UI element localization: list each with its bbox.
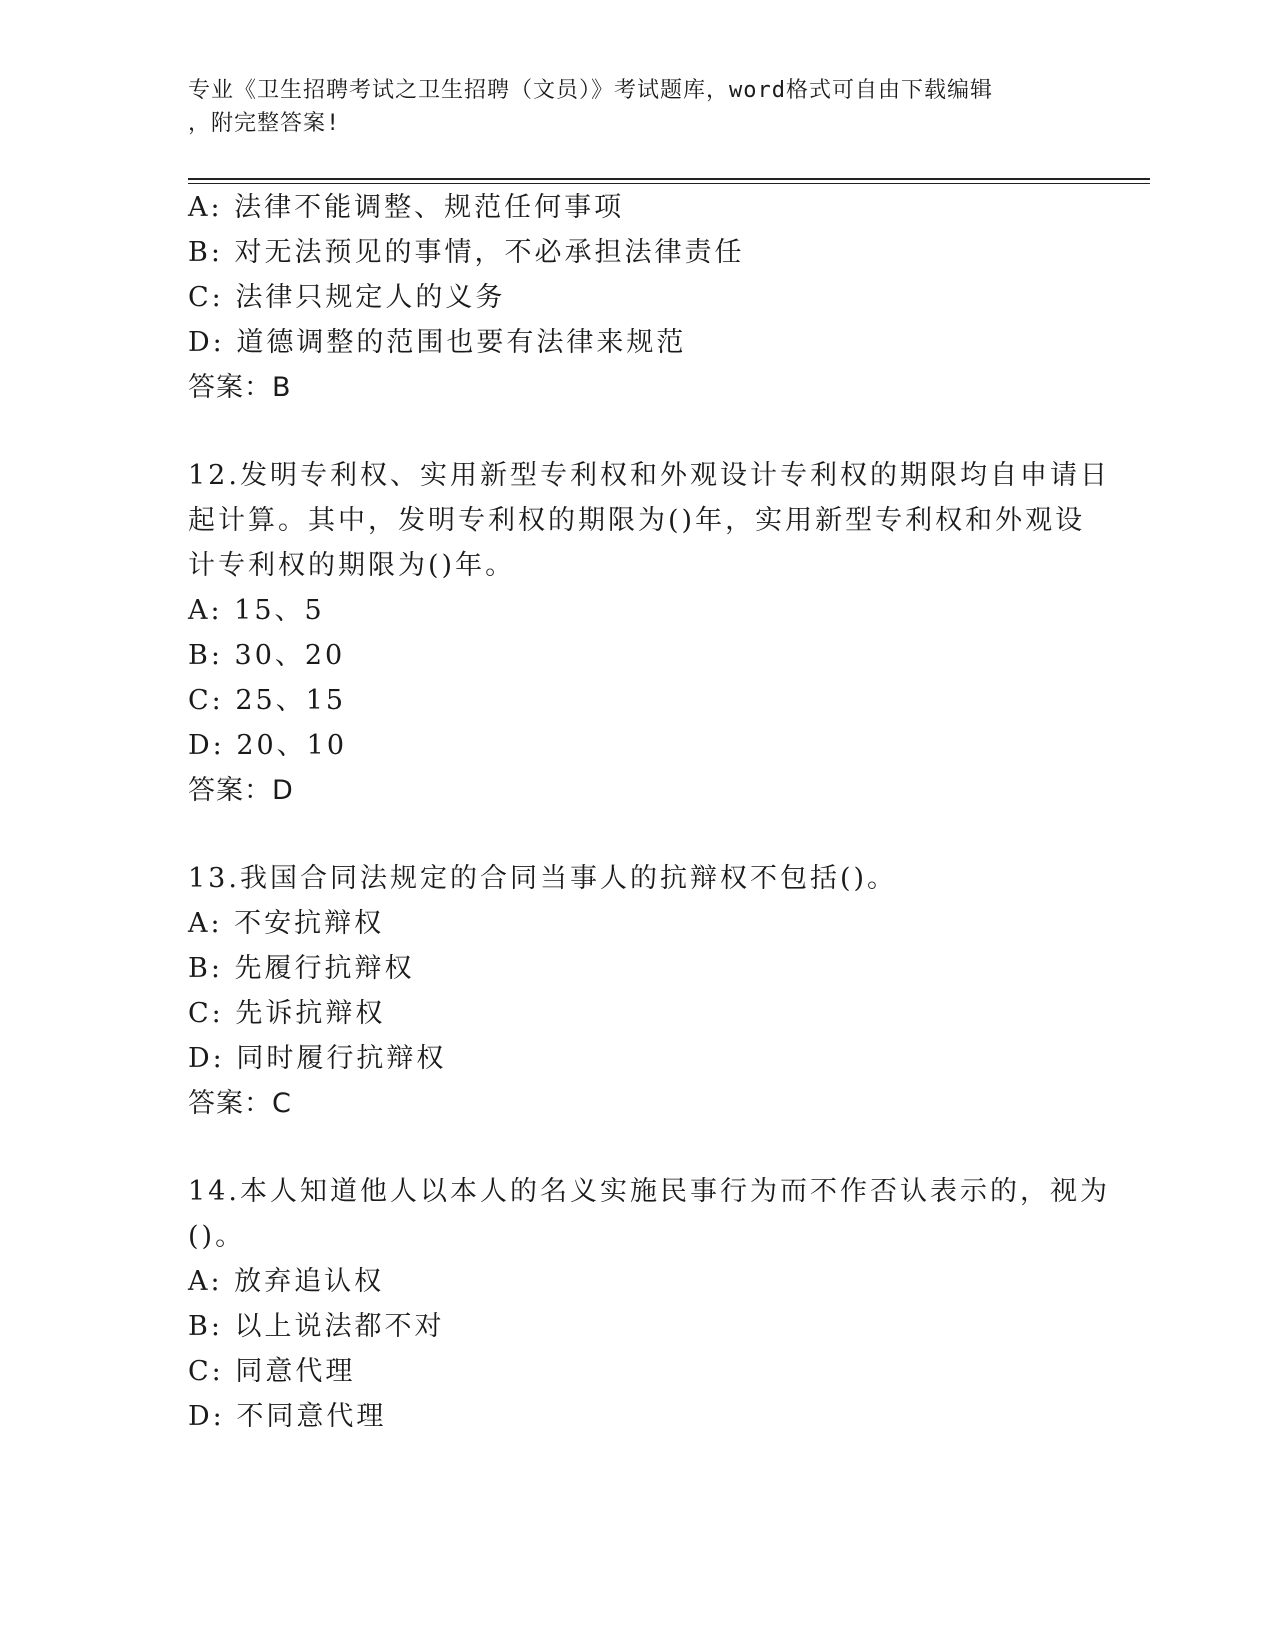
q11-option-c: C: 法律只规定人的义务 <box>188 282 506 313</box>
q14-option-a: A: 放弃追认权 <box>188 1266 385 1297</box>
q11-option-d: D: 道德调整的范围也要有法律来规范 <box>188 327 687 358</box>
document-header <box>188 74 1088 140</box>
header-line-2: ，附完整答案! <box>188 111 341 136</box>
q13-option-b: B: 先履行抗辩权 <box>188 953 415 984</box>
q14-option-d: D: 不同意代理 <box>188 1401 387 1432</box>
q11-option-b: B: 对无法预见的事情，不必承担法律责任 <box>188 237 745 268</box>
q14-stem-line-2: ()。 <box>188 1221 246 1252</box>
q12-option-a: A: 15、5 <box>188 595 325 626</box>
q13-option-d: D: 同时履行抗辩权 <box>188 1043 447 1074</box>
q12-option-b: B: 30、20 <box>188 640 346 671</box>
q13-option-a: A: 不安抗辩权 <box>188 908 385 939</box>
q14-option-b: B: 以上说法都不对 <box>188 1311 445 1342</box>
q12-option-d: D: 20、10 <box>188 730 348 761</box>
q11-option-a: A: 法律不能调整、规范任何事项 <box>188 192 625 223</box>
header-line-1: 专业《卫生招聘考试之卫生招聘（文员）》考试题库，word格式可自由下载编辑 <box>188 78 993 103</box>
header-divider-bottom <box>188 183 1150 184</box>
q12-answer: 答案：D <box>188 775 294 806</box>
q12-stem-line-3: 计专利权的期限为()年。 <box>188 550 516 581</box>
q11-answer: 答案：B <box>188 372 292 403</box>
q12-option-c: C: 25、15 <box>188 685 347 716</box>
q14-stem-line-1: 14.本人知道他人以本人的名义实施民事行为而不作否认表示的，视为 <box>188 1176 1110 1207</box>
q12-stem-line-2: 起计算。其中，发明专利权的期限为()年，实用新型专利权和外观设 <box>188 505 1086 536</box>
q12-stem-line-1: 12.发明专利权、实用新型专利权和外观设计专利权的期限均自申请日 <box>188 460 1110 491</box>
q13-stem: 13.我国合同法规定的合同当事人的抗辩权不包括()。 <box>188 863 898 894</box>
q13-answer: 答案：C <box>188 1088 292 1119</box>
header-divider-top <box>188 178 1150 180</box>
q14-option-c: C: 同意代理 <box>188 1356 356 1387</box>
q13-option-c: C: 先诉抗辩权 <box>188 998 386 1029</box>
